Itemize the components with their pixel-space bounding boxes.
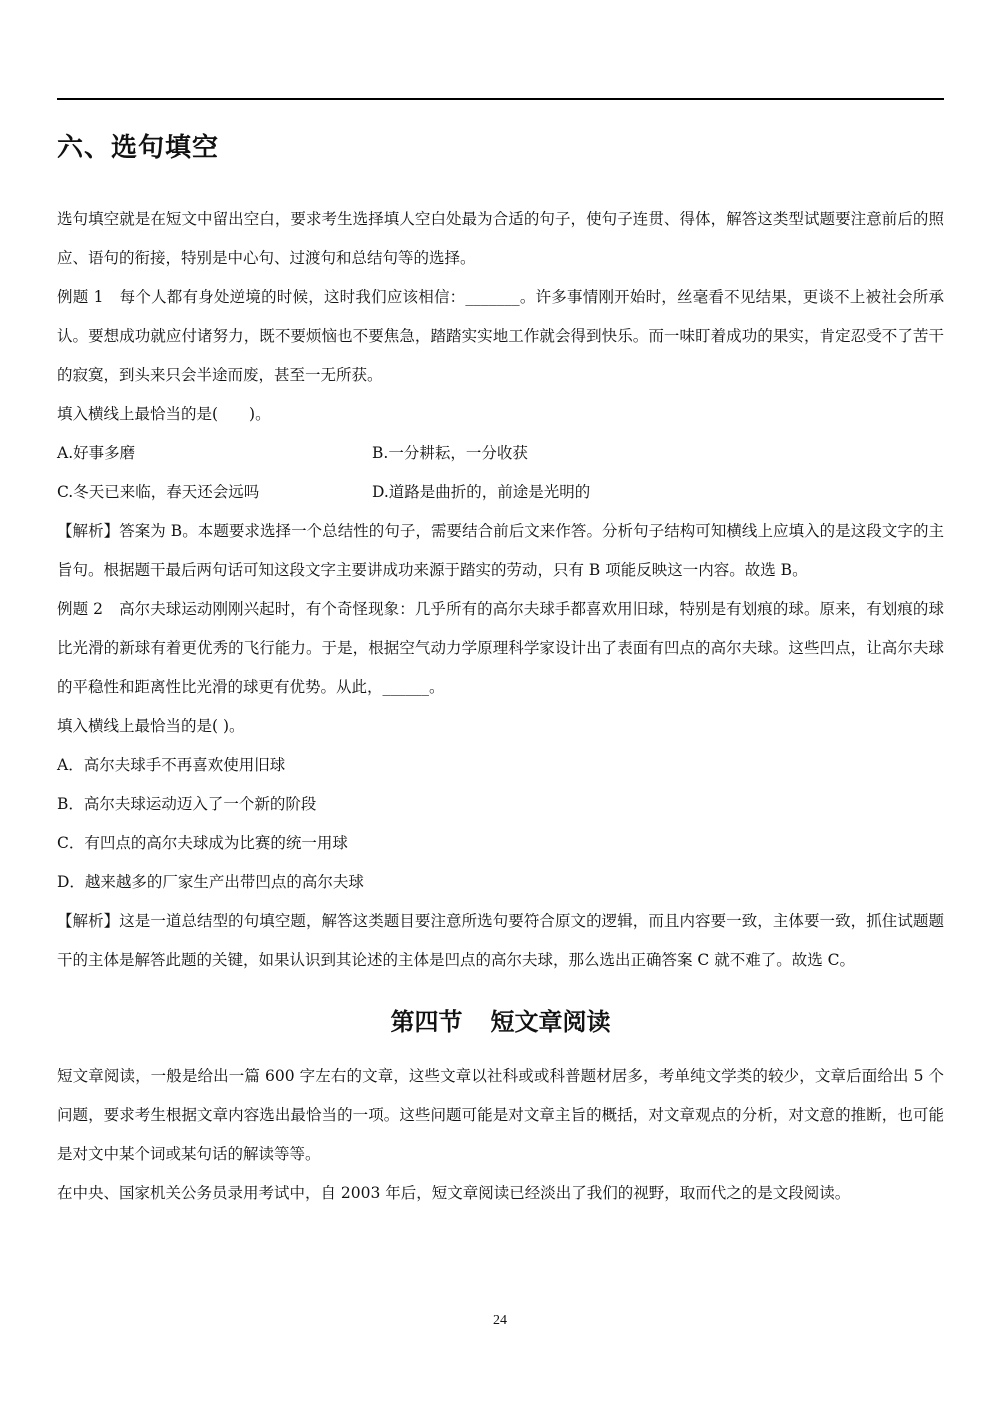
- example2-label: 例题 2: [57, 600, 103, 618]
- section-four-title-name: 短文章阅读: [490, 1008, 611, 1036]
- example1-options-row-1: [57, 434, 944, 473]
- example2-option-b: B．高尔夫球运动迈入了一个新的阶段: [57, 795, 317, 813]
- section-four-title-number: 第四节: [390, 1008, 463, 1036]
- example2-text: 高尔夫球运动刚刚兴起时，有个奇怪现象：几乎所有的高尔夫球手都喜欢用旧球，特别是有划痕的球。原来，有划痕的球比光滑的新球有着更优秀的飞行能力。于是，根据空气动力学原理科学家设计出了表面有凹点的高尔夫球。这些凹点，让高尔夫球的平稳性和距离性比光滑的球更有优势。从此，______。: [57, 600, 944, 696]
- example2-option-c: C．有凹点的高尔夫球成为比赛的统一用球: [57, 834, 348, 852]
- page-number: 24: [493, 1313, 507, 1328]
- example1-stem: [57, 278, 944, 395]
- example2-option-a: A．高尔夫球手不再喜欢使用旧球: [57, 756, 286, 774]
- section-four-para-1: 短文章阅读，一般是给出一篇 600 字左右的文章，这些文章以社科或或科普题材居多，考单纯文学类的较少，文章后面给出 5 个问题，要求考生根据文章内容选出最恰当的一项。这些问题可能是对文章主旨的概括，对文章观点的分析，对文意的推断，也可能是对文中某个词或某句话的解读等等。: [57, 1067, 944, 1163]
- example1-analysis: 【解析】答案为 B。本题要求选择一个总结性的句子，需要结合前后文来作答。分析句子结构可知横线上应填入的是这段文字的主旨句。根据题干最后两句话可知这段文字主要讲成功来源于踏实的劳动，只有 B 项能反映这一内容。故选 B。: [57, 522, 944, 579]
- section-four-title: [57, 1002, 944, 1042]
- example1-option-b: B.一分耕耘，一分收获: [372, 444, 528, 462]
- header-rule: [57, 98, 944, 100]
- example1-option-a: A.好事多磨: [57, 444, 136, 462]
- example2-question: 填入横线上最恰当的是( )。: [57, 717, 245, 735]
- example1-option-d: D.道路是曲折的，前途是光明的: [372, 483, 591, 501]
- example1-question: 填入横线上最恰当的是( )。: [57, 405, 271, 423]
- example1-label: 例题 1: [57, 288, 104, 306]
- section-six-intro: 选句填空就是在短文中留出空白，要求考生选择填人空白处最为合适的句子，使句子连贯、得体，解答这类型试题要注意前后的照应、语句的衔接，特别是中心句、过渡句和总结句等的选择。: [57, 210, 944, 267]
- example1-text: 每个人都有身处逆境的时候，这时我们应该相信：_______。许多事情刚开始时，丝毫看不见结果，更谈不上被社会所承认。要想成功就应付诸努力，既不要烦恼也不要焦急，踏踏实实地工作就会得到快乐。而一味盯着成功的果实，肯定忍受不了苦干的寂寞，到头来只会半途而废，甚至一无所获。: [57, 288, 944, 384]
- example2-stem: [57, 590, 944, 707]
- section-four-para-2: 在中央、国家机关公务员录用考试中，自 2003 年后，短文章阅读已经淡出了我们的视野，取而代之的是文段阅读。: [57, 1184, 851, 1202]
- example1-options-row-2: [57, 473, 944, 512]
- section-six-title: 六、选句填空: [57, 133, 220, 163]
- example2-option-d: D．越来越多的厂家生产出带凹点的高尔夫球: [57, 873, 364, 891]
- example2-analysis: 【解析】这是一道总结型的句填空题，解答这类题目要注意所选句要符合原文的逻辑，而且内容要一致，主体要一致，抓住试题题干的主体是解答此题的关键，如果认识到其论述的主体是凹点的高尔夫球，那么选出正确答案 C 就不难了。故选 C。: [57, 912, 944, 969]
- example1-option-c: C.冬天已来临，春天还会远吗: [57, 483, 260, 501]
- page-content: [57, 124, 944, 1213]
